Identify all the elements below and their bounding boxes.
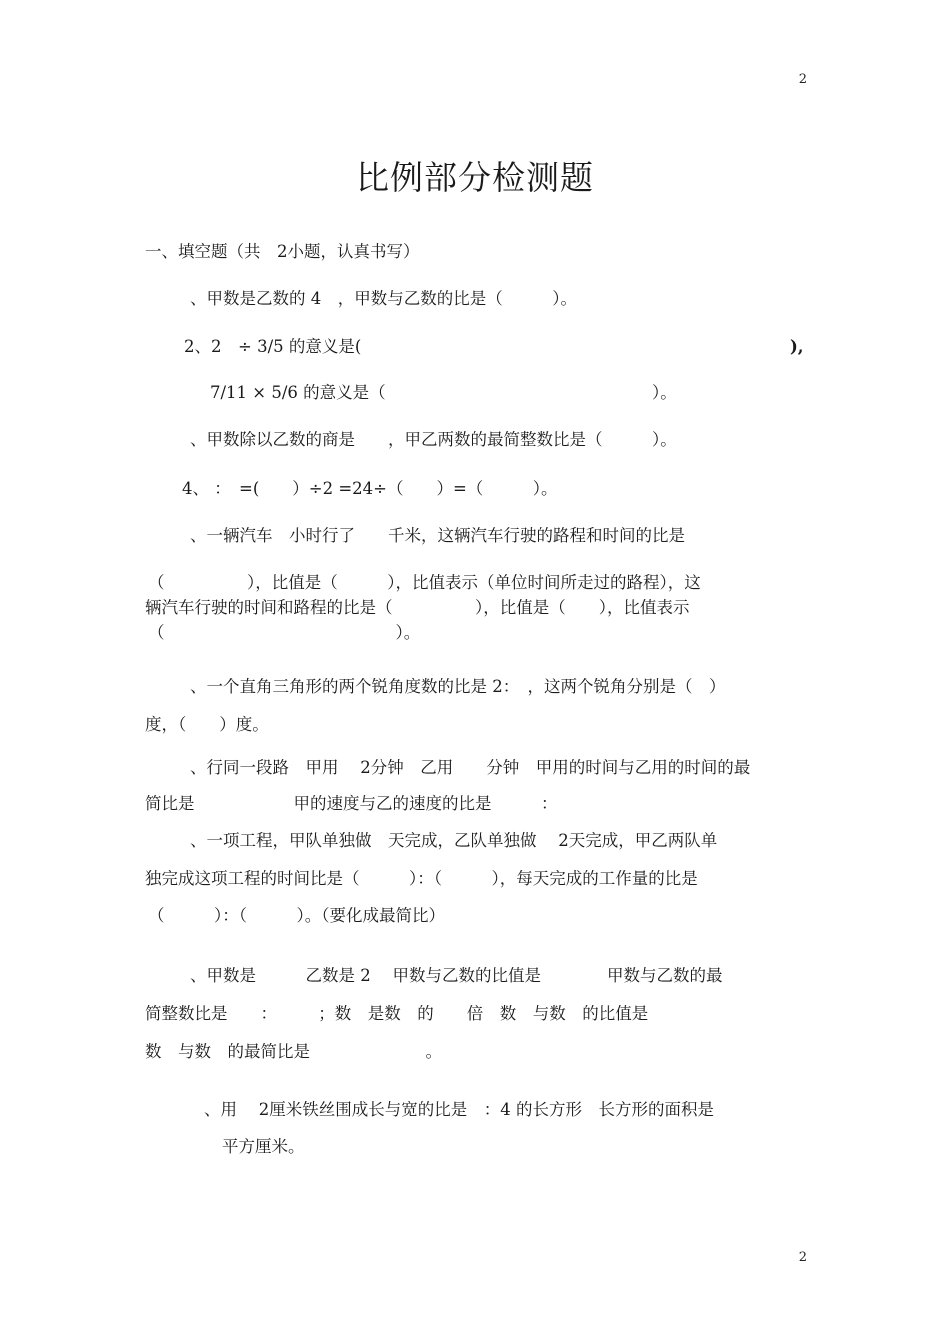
section-heading: 一、填空题（共 2小题，认真书写） xyxy=(145,242,420,261)
question-9-line-3: 数 与数 的最简比是 。 xyxy=(145,1042,442,1061)
question-10-line-1: 、用 2厘米铁丝围成长与宽的比是 ：4 的长方形 长方形的面积是 xyxy=(204,1100,714,1119)
question-4: 4、 ： =( ）÷2 =24÷（ ）=（ ）。 xyxy=(182,479,558,498)
question-10-line-2: 平方厘米。 xyxy=(222,1137,305,1156)
question-8-line-2: 独完成这项工程的时间比是（ ）：（ ），每天完成的工作量的比是 xyxy=(145,869,698,888)
question-9-line-2: 简整数比是 ： ；数 是数 的 倍 数 与数 的比值是 xyxy=(145,1004,649,1023)
question-8-line-1: 、一项工程，甲队单独做 天完成，乙队单独做 2天完成，甲乙两队单 xyxy=(190,831,718,850)
question-1: 、甲数是乙数的 4 ，甲数与乙数的比是（ ）。 xyxy=(190,289,577,308)
question-2b-left: 7/11 × 5/6 的意义是（ xyxy=(210,383,386,402)
question-5-line-3: 辆汽车行驶的时间和路程的比是（ ），比值是（ ），比值表示 xyxy=(145,598,690,617)
question-5-line-2: （ ），比值是（ ），比值表示（单位时间所走过的路程），这 xyxy=(148,573,701,592)
page-number-top: 2 xyxy=(798,72,807,87)
question-9-line-1: 、甲数是 乙数是 2 甲数与乙数的比值是 甲数与乙数的最 xyxy=(190,966,723,985)
question-7-line-2: 简比是 甲的速度与乙的速度的比是 ： xyxy=(145,794,558,813)
question-5-line-4: （ ）。 xyxy=(148,623,421,642)
question-6-line-1: 、一个直角三角形的两个锐角度数的比是 2： ，这两个锐角分别是（ ） xyxy=(190,677,726,696)
question-2b-right: ）。 xyxy=(652,383,677,402)
question-5-line-1: 、一辆汽车 小时行了 千米，这辆汽车行驶的路程和时间的比是 xyxy=(190,526,685,545)
document-title: 比例部分检测题 xyxy=(356,158,594,197)
question-3: 、甲数除以乙数的商是 ，甲乙两数的最简整数比是（ ）。 xyxy=(190,430,677,449)
question-2-right: ), xyxy=(790,337,804,356)
page-number-bottom: 2 xyxy=(798,1250,807,1265)
question-6-line-2: 度，（ ）度。 xyxy=(145,715,269,734)
question-2-left: 2、2 ÷ 3/5 的意义是( xyxy=(184,337,362,356)
question-7-line-1: 、行同一段路 甲用 2分钟 乙用 分钟 甲用的时间与乙用的时间的最 xyxy=(190,758,751,777)
question-8-line-3: （ ）：（ ）。（要化成最简比） xyxy=(148,906,445,925)
